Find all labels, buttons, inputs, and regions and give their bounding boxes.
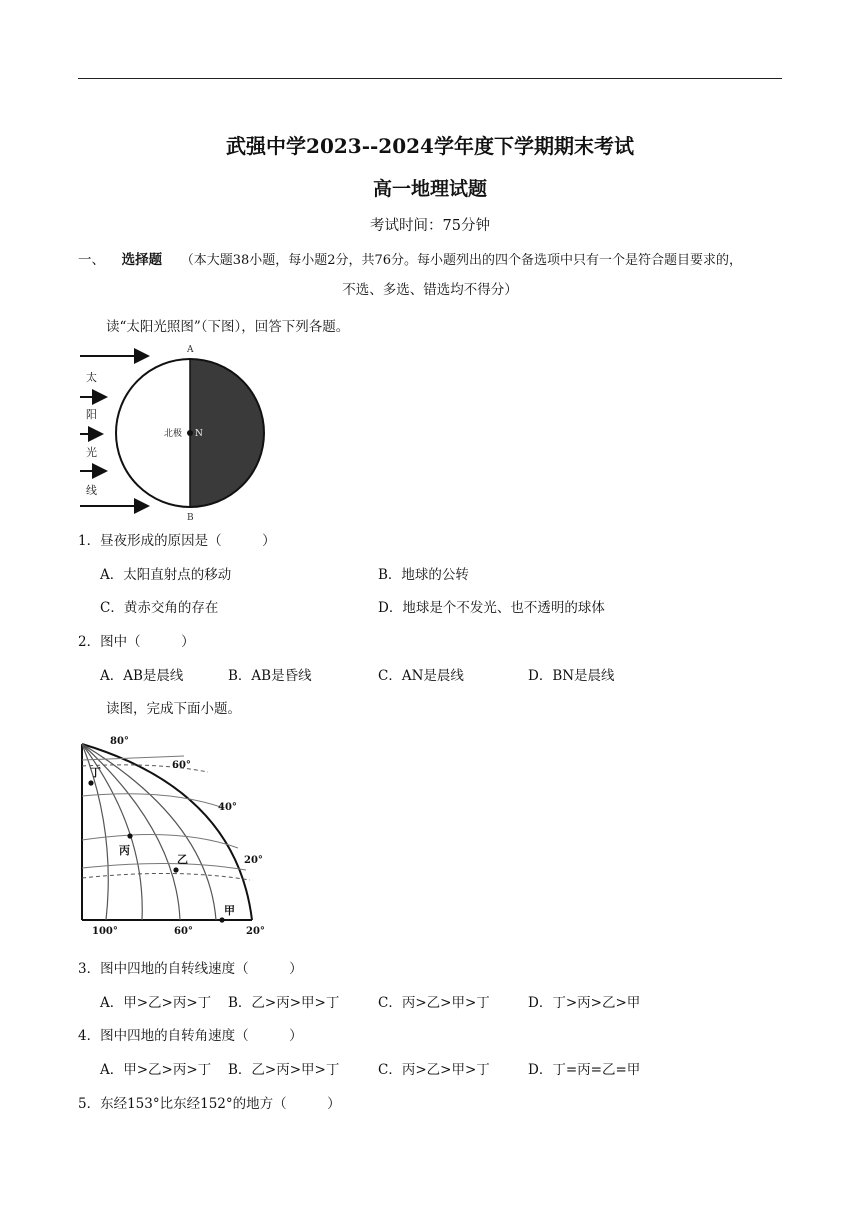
question-4-option-c[interactable]: C．丙>乙>甲>丁 <box>378 1062 490 1078</box>
exam-title: 武强中学2023--2024学年度下学期期末考试 <box>226 134 634 158</box>
question-3-option-a[interactable]: A．甲>乙>丙>丁 <box>100 995 212 1011</box>
sunlight-figure <box>78 340 278 522</box>
north-pole-label: 北极 <box>164 429 183 439</box>
question-3-stem: 3．图中四地的自转线速度（ ） <box>78 961 303 977</box>
reading-prompt-1: 读“太阳光照图”（下图），回答下列各题。 <box>106 319 350 335</box>
lat-label-80: 80° <box>110 736 129 747</box>
parallel-line <box>82 835 238 848</box>
sun-char: 光 <box>86 446 97 459</box>
header-rule <box>78 78 782 79</box>
section-instructions-line1: （本大题38小题，每小题2分，共76分。每小题列出的四个备选项中只有一个是符合题目要求的， <box>180 253 743 268</box>
point-yi-label: 乙 <box>177 853 188 866</box>
section-instructions-line2: 不选、多选、错选均不得分） <box>342 282 518 298</box>
point-bing <box>127 833 132 838</box>
question-1-option-a[interactable]: A．太阳直射点的移动 <box>100 567 232 583</box>
section-name: 选择题 <box>121 252 163 268</box>
point-a-label: A <box>187 345 194 355</box>
question-1-option-d[interactable]: D．地球是个不发光、也不透明的球体 <box>378 600 605 616</box>
question-3-option-c[interactable]: C．丙>乙>甲>丁 <box>378 995 490 1011</box>
sun-char: 太 <box>86 371 97 384</box>
question-3-option-b[interactable]: B．乙>丙>甲>丁 <box>228 995 340 1011</box>
question-2-option-d[interactable]: D．BN是晨线 <box>528 668 615 684</box>
question-2-option-b[interactable]: B．AB是昏线 <box>228 668 312 684</box>
graticule-figure <box>76 730 276 942</box>
question-1-option-c[interactable]: C．黄赤交角的存在 <box>100 600 219 616</box>
point-jia <box>219 917 224 922</box>
lat-label-60: 60° <box>172 760 191 771</box>
question-4-option-a[interactable]: A．甲>乙>丙>丁 <box>100 1062 212 1078</box>
question-1-stem: 1．昼夜形成的原因是（ ） <box>78 533 276 549</box>
question-4-option-d[interactable]: D．丁=丙=乙=甲 <box>528 1062 641 1078</box>
north-pole-letter: N <box>195 429 203 439</box>
point-bing-label: 丙 <box>119 844 130 857</box>
question-3-option-d[interactable]: D．丁>丙>乙>甲 <box>528 995 641 1011</box>
question-2-option-c[interactable]: C．AN是晨线 <box>378 668 464 684</box>
point-ding <box>88 780 93 785</box>
parallel-line <box>82 794 224 808</box>
question-1-option-b[interactable]: B．地球的公转 <box>378 567 469 583</box>
question-4-option-b[interactable]: B．乙>丙>甲>丁 <box>228 1062 340 1078</box>
lat-label-20: 20° <box>244 855 263 866</box>
sun-char: 阳 <box>86 408 97 421</box>
parallel-dashed <box>82 873 250 880</box>
exam-time: 考试时间：75分钟 <box>370 218 490 234</box>
point-ding-label: 丁 <box>90 766 101 779</box>
lon-label-20: 20° <box>246 926 265 937</box>
question-5-stem: 5．东经153°比东经152°的地方（ ） <box>78 1096 341 1112</box>
point-yi <box>173 867 178 872</box>
exam-subtitle: 高一地理试题 <box>372 178 487 200</box>
lon-label-60: 60° <box>174 926 193 937</box>
lat-label-40: 40° <box>218 802 237 813</box>
section-heading <box>78 248 742 268</box>
sun-char: 线 <box>86 484 97 497</box>
north-pole-dot <box>187 430 193 436</box>
reading-prompt-2: 读图，完成下面小题。 <box>106 701 241 717</box>
point-jia-label: 甲 <box>224 904 235 917</box>
question-4-stem: 4．图中四地的自转角速度（ ） <box>78 1028 303 1044</box>
lon-label-100: 100° <box>92 926 118 937</box>
question-2-option-a[interactable]: A．AB是晨线 <box>100 668 184 684</box>
question-2-stem: 2．图中（ ） <box>78 634 195 650</box>
section-number: 一、 <box>78 252 105 268</box>
parallel-line <box>82 863 246 870</box>
point-b-label: B <box>187 513 194 522</box>
